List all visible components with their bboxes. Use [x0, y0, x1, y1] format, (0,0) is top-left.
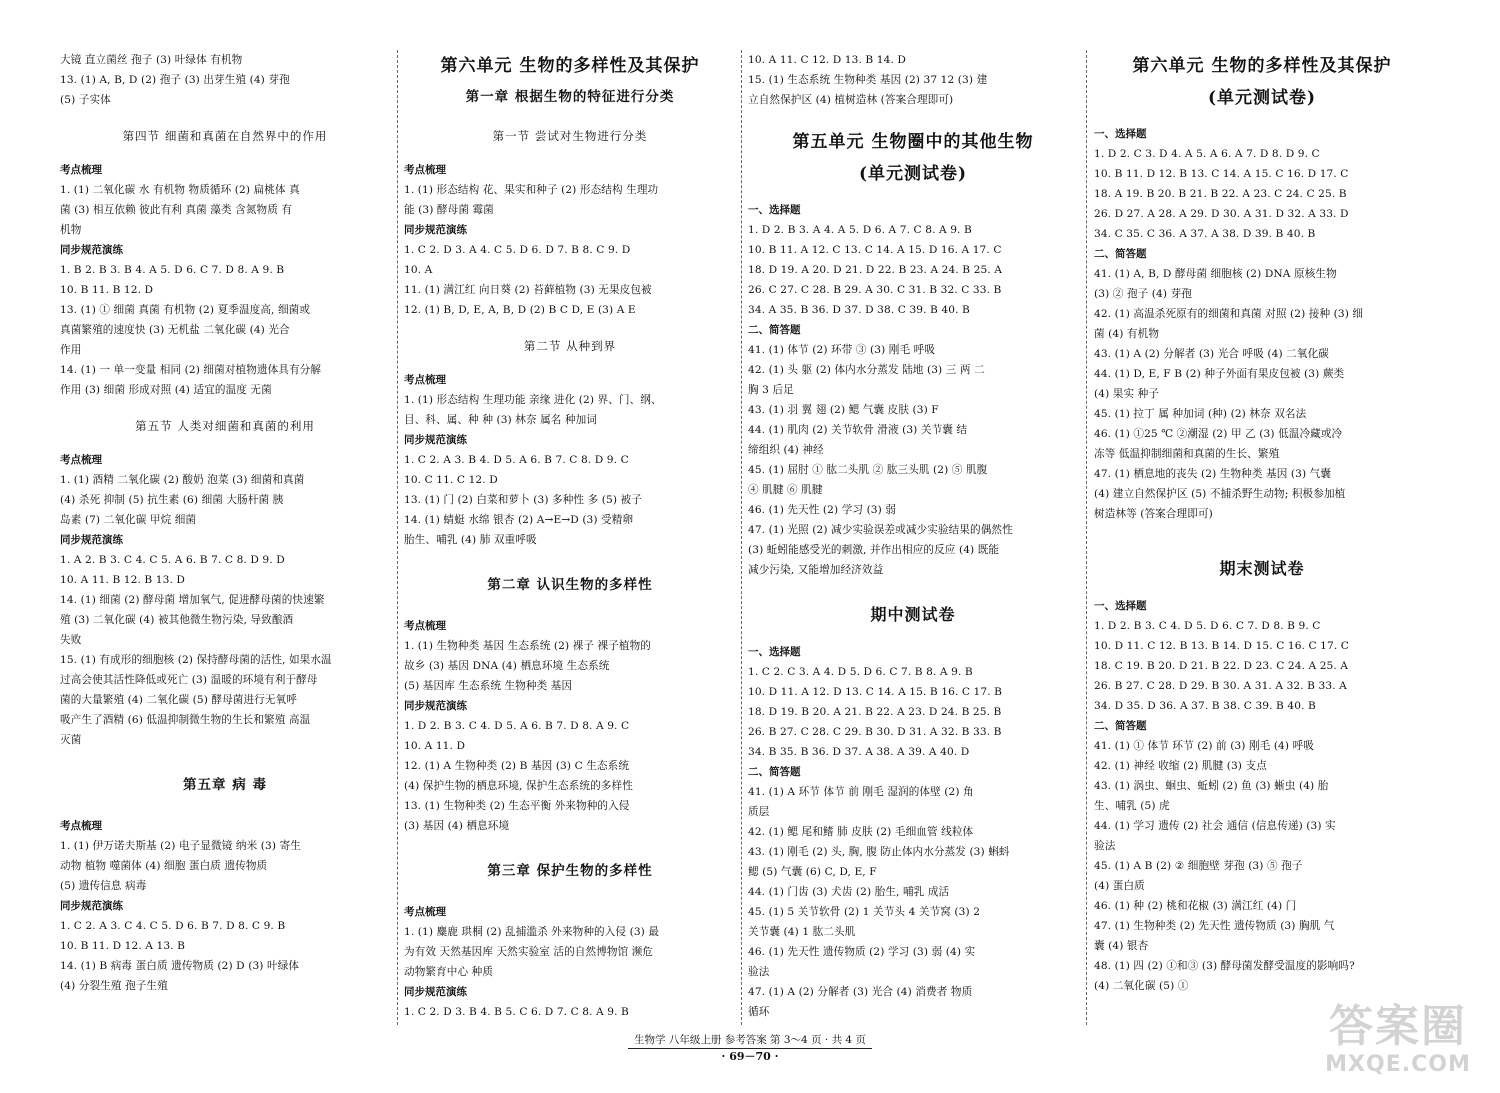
- answer-line: (4) 保护生物的栖息环境, 保护生态系统的多样性: [404, 780, 633, 792]
- answer-line: (3) ② 孢子 (4) 芽孢: [1094, 288, 1192, 300]
- answer-line: 18. D 19. A 20. D 21. D 22. B 23. A 24. B 25. A: [748, 264, 1002, 276]
- answer-line: 26. C 27. C 28. B 29. A 30. C 31. B 32. C 33. B: [748, 284, 1002, 296]
- answer-line: (4) 蛋白质: [1094, 880, 1145, 892]
- answer-line: 过高会使其活性降低或死亡 (3) 温暖的环境有利于酵母: [60, 674, 318, 686]
- answer-line: 1. A 2. B 3. C 4. C 5. A 6. B 7. C 8. D 9. D: [60, 554, 285, 566]
- section-heading: 第四节 细菌和真菌在自然界中的作用: [122, 129, 328, 143]
- answer-line: 作用 (3) 细菌 形成对照 (4) 适宜的温度 无菌: [60, 384, 272, 396]
- subsection-label: 同步规范演练: [60, 534, 123, 546]
- watermark-url: MXQE.COM: [1325, 1052, 1471, 1077]
- subsection-label: 同步规范演练: [60, 900, 123, 912]
- answer-line: 故乡 (3) 基因 DNA (4) 栖息环境 生态系统: [404, 660, 610, 672]
- answer-line: 为有效 天然基因库 天然实验室 活的自然博物馆 濒危: [404, 946, 654, 958]
- section-heading: 第二节 从种到界: [523, 339, 617, 353]
- subsection-label: 二、简答题: [1094, 248, 1147, 260]
- column-divider: [1086, 50, 1087, 1025]
- section-heading: 第一节 尝试对生物进行分类: [492, 129, 648, 143]
- answer-line: 鳃 (5) 气囊 (6) C, D, E, F: [748, 866, 877, 878]
- answer-line: 验法: [1094, 840, 1116, 852]
- answer-line: (4) 杀死 抑制 (5) 抗生素 (6) 细菌 大肠杆菌 胰: [60, 494, 284, 506]
- answer-line: 43. (1) 刚毛 (2) 头, 胸, 腹 防止体内水分蒸发 (3) 蝌蚪: [748, 846, 1010, 858]
- section-heading: 第五节 人类对细菌和真菌的利用: [135, 419, 315, 433]
- answer-line: 13. (1) 门 (2) 白菜和萝卜 (3) 多种性 多 (5) 被子: [404, 494, 642, 506]
- answer-line: 1. B 2. B 3. B 4. A 5. D 6. C 7. D 8. A 9. B: [60, 264, 285, 276]
- answer-line: 殖 (3) 二氧化碳 (4) 被其他微生物污染, 导致酿酒: [60, 614, 294, 626]
- answer-line: 真菌繁殖的速度快 (3) 无机盐 二氧化碳 (4) 光合: [60, 324, 290, 336]
- answer-line: 15. (1) 生态系统 生物种类 基因 (2) 37 12 (3) 建: [748, 74, 988, 86]
- answer-line: (5) 遗传信息 病毒: [60, 880, 147, 892]
- footer-title: 生物学 八年级上册 参考答案 第 3～4 页 · 共 4 页: [628, 1033, 872, 1049]
- answer-line: 囊 (4) 银杏: [1094, 940, 1149, 952]
- answer-line: 41. (1) ① 体节 环节 (2) 前 (3) 刚毛 (4) 呼吸: [1094, 740, 1314, 752]
- answer-line: 减少污染, 又能增加经济效益: [748, 564, 884, 576]
- answer-line: 循环: [748, 1006, 770, 1018]
- answer-line: ④ 肌腱 ⑥ 肌腱: [748, 484, 823, 496]
- answer-line: 10. A: [404, 264, 433, 276]
- subsection-label: 考点梳理: [60, 164, 102, 176]
- answer-line: 1. (1) 形态结构 生理功能 亲缘 进化 (2) 界、门、纲、: [404, 394, 662, 406]
- answer-line: 26. D 27. A 28. A 29. D 30. A 31. D 32. A 33. D: [1094, 208, 1349, 220]
- answer-line: 46. (1) 先天性 (2) 学习 (3) 弱: [748, 504, 897, 516]
- answer-line: 45. (1) 5 关节软骨 (2) 1 关节头 4 关节窝 (3) 2: [748, 906, 981, 918]
- answer-line: 10. A 11. C 12. D 13. B 14. D: [748, 54, 906, 66]
- answer-line: 12. (1) B, D, E, A, B, D (2) B C D, E (3) A E: [404, 304, 636, 316]
- answer-line: 1. D 2. B 3. C 4. D 5. A 6. B 7. D 8. A 9. C: [404, 720, 630, 732]
- answer-line: 46. (1) ①25 ℃ ②潮湿 (2) 甲 乙 (3) 低温冷藏或冷: [1094, 428, 1343, 440]
- answer-line: 14. (1) 细菌 (2) 酵母菌 增加氧气, 促进酵母菌的快速繁: [60, 594, 325, 606]
- answer-line: 13. (1) A, B, D (2) 孢子 (3) 出芽生殖 (4) 芽孢: [60, 74, 290, 86]
- answer-line: 生、哺乳 (5) 虎: [1094, 800, 1170, 812]
- subsection-label: 一、选择题: [748, 204, 801, 216]
- answer-line: 1. (1) 二氧化碳 水 有机物 物质循环 (2) 扁桃体 真: [60, 184, 300, 196]
- answer-line: 44. (1) 门齿 (3) 犬齿 (2) 胎生, 哺乳 成活: [748, 886, 950, 898]
- answer-line: 立自然保护区 (4) 植树造林 (答案合理即可): [748, 94, 954, 106]
- subsection-label: 二、简答题: [748, 324, 801, 336]
- answer-line: 1. (1) 麋鹿 珙桐 (2) 乱捕滥杀 外来物种的入侵 (3) 最: [404, 926, 660, 938]
- answer-line: (5) 子实体: [60, 94, 111, 106]
- chapter-title: 第二章 认识生物的多样性: [487, 577, 653, 593]
- answer-line: 18. D 19. B 20. A 21. B 22. A 23. D 24. B 25. B: [748, 706, 1002, 718]
- answer-line: 10. B 11. A 12. C 13. C 14. A 15. D 16. A 17. C: [748, 244, 1002, 256]
- test-title: 期中测试卷: [870, 605, 956, 624]
- answer-line: 34. D 35. D 36. A 37. B 38. C 39. B 40. B: [1094, 700, 1316, 712]
- answer-line: 1. (1) 伊万诺夫斯基 (2) 电子显微镜 纳米 (3) 寄生: [60, 840, 301, 852]
- page-footer: [0, 1033, 1500, 1049]
- watermark-text: 答案圈: [1329, 1001, 1467, 1052]
- answer-line: 10. A 11. B 12. B 13. D: [60, 574, 185, 586]
- subsection-label: 同步规范演练: [404, 700, 467, 712]
- answer-line: 45. (1) A B (2) ② 细胞壁 芽孢 (3) ⑤ 孢子: [1094, 860, 1303, 872]
- answer-line: 42. (1) 头 躯 (2) 体内水分蒸发 陆地 (3) 三 两 二: [748, 364, 985, 376]
- answer-line: 10. A 11. D: [404, 740, 466, 752]
- subsection-label: 考点梳理: [404, 620, 446, 632]
- answer-line: 树造林等 (答案合理即可): [1094, 508, 1213, 520]
- subsection-label: 考点梳理: [404, 164, 446, 176]
- answer-line: 43. (1) A (2) 分解者 (3) 光合 呼吸 (4) 二氧化碳: [1094, 348, 1329, 360]
- unit-subtitle: (单元测试卷): [1207, 88, 1317, 108]
- answer-line: 1. D 2. B 3. C 4. D 5. D 6. C 7. D 8. B 9. C: [1094, 620, 1321, 632]
- answer-line: 1. D 2. B 3. A 4. A 5. D 6. A 7. C 8. A 9. B: [748, 224, 972, 236]
- answer-line: 1. C 2. D 3. B 4. B 5. C 6. D 7. C 8. A 9. B: [404, 1006, 629, 1018]
- answer-line: (3) 基因 (4) 栖息环境: [404, 820, 510, 832]
- answer-line: 质层: [748, 806, 770, 818]
- answer-line: 47. (1) 栖息地的丧失 (2) 生物种类 基因 (3) 气囊: [1094, 468, 1332, 480]
- answer-line: 动物 植物 噬菌体 (4) 细胞 蛋白质 遗传物质: [60, 860, 268, 872]
- answer-line: (4) 二氧化碳 (5) ①: [1094, 980, 1189, 992]
- subsection-label: 同步规范演练: [60, 244, 123, 256]
- answer-line: 10. D 11. A 12. D 13. C 14. A 15. B 16. C 17. B: [748, 686, 1003, 698]
- answer-line: (4) 分裂生殖 孢子生殖: [60, 980, 168, 992]
- answer-line: 26. B 27. C 28. D 29. B 30. A 31. A 32. B 33. A: [1094, 680, 1347, 692]
- unit-subtitle: (单元测试卷): [858, 164, 968, 184]
- answer-line: 43. (1) 羽 翼 翅 (2) 鳃 气囊 皮肤 (3) F: [748, 404, 939, 416]
- answer-line: 灭菌: [60, 734, 82, 746]
- test-title: 期末测试卷: [1219, 559, 1305, 578]
- answer-line: 能 (3) 酵母菌 霉菌: [404, 204, 494, 216]
- answer-line: 冻等 低温抑制细菌和真菌的生长、繁殖: [1094, 448, 1280, 460]
- answer-line: 42. (1) 鳃 尾和鳍 肺 皮肤 (2) 毛细血管 线粒体: [748, 826, 974, 838]
- answer-line: 44. (1) 学习 遗传 (2) 社会 通信 (信息传递) (3) 实: [1094, 820, 1336, 832]
- answer-line: 44. (1) 肌肉 (2) 关节软骨 滑液 (3) 关节囊 结: [748, 424, 968, 436]
- subsection-label: 同步规范演练: [404, 986, 467, 998]
- answer-line: 14. (1) B 病毒 蛋白质 遗传物质 (2) D (3) 叶绿体: [60, 960, 300, 972]
- answer-line: 验法: [748, 966, 770, 978]
- answer-line: 47. (1) A (2) 分解者 (3) 光合 (4) 消费者 物质: [748, 986, 973, 998]
- answer-line: 胸 3 后足: [748, 384, 794, 396]
- answer-line: 缔组织 (4) 神经: [748, 444, 824, 456]
- unit-title: 第六单元 生物的多样性及其保护: [1132, 56, 1392, 76]
- answer-line: 18. C 19. B 20. D 21. B 22. D 23. C 24. A 25. A: [1094, 660, 1349, 672]
- answer-line: 动物繁育中心 种质: [404, 966, 494, 978]
- column-divider: [397, 50, 398, 1025]
- subsection-label: 二、简答题: [748, 766, 801, 778]
- answer-line: (5) 基因库 生态系统 生物种类 基因: [404, 680, 573, 692]
- answer-line: 失败: [60, 634, 82, 646]
- answer-line: 机物: [60, 224, 82, 236]
- answer-line: 作用: [60, 344, 82, 356]
- answer-line: 1. D 2. C 3. D 4. A 5. A 6. A 7. D 8. D 9. C: [1094, 148, 1320, 160]
- answer-line: 1. C 2. C 3. A 4. D 5. D 6. C 7. B 8. A 9. B: [748, 666, 973, 678]
- answer-line: 菌 (4) 有机物: [1094, 328, 1160, 340]
- subsection-label: 考点梳理: [404, 906, 446, 918]
- answer-line: 41. (1) 体节 (2) 环带 ③ (3) 刚毛 呼吸: [748, 344, 936, 356]
- answer-line: 1. (1) 形态结构 花、果实和种子 (2) 形态结构 生理功: [404, 184, 659, 196]
- answer-line: 菌的大量繁殖 (4) 二氧化碳 (5) 酵母菌进行无氧呼: [60, 694, 297, 706]
- answer-line: 13. (1) ① 细菌 真菌 有机物 (2) 夏季温度高, 细菌或: [60, 304, 311, 316]
- answer-line: 41. (1) A, B, D 酵母菌 细胞核 (2) DNA 原核生物: [1094, 268, 1337, 280]
- answer-line: 关节囊 (4) 1 肱二头肌: [748, 926, 856, 938]
- answer-line: 10. C 11. C 12. D: [404, 474, 498, 486]
- answer-line: 13. (1) 生物种类 (2) 生态平衡 外来物种的入侵: [404, 800, 630, 812]
- subsection-label: 二、简答题: [1094, 720, 1147, 732]
- answer-column-4: [1094, 50, 1430, 1025]
- answer-line: 46. (1) 先天性 遗传物质 (2) 学习 (3) 弱 (4) 实: [748, 946, 976, 958]
- answer-line: 菌 (3) 相互依赖 彼此有利 真菌 藻类 含氮物质 有: [60, 204, 293, 216]
- answer-line: 47. (1) 生物种类 (2) 先天性 遗传物质 (3) 胸肌 气: [1094, 920, 1335, 932]
- answer-line: (4) 建立自然保护区 (5) 不捕杀野生动物; 积极参加植: [1094, 488, 1346, 500]
- answer-line: 42. (1) 高温杀死原有的细菌和真菌 对照 (2) 接种 (3) 细: [1094, 308, 1364, 320]
- chapter-title: 第三章 保护生物的多样性: [487, 863, 653, 879]
- answer-line: 吸产生了酒精 (6) 低温抑制微生物的生长和繁殖 高温: [60, 714, 311, 726]
- subsection-label: 考点梳理: [404, 374, 446, 386]
- subsection-label: 考点梳理: [60, 820, 102, 832]
- answer-line: 10. D 11. C 12. B 13. B 14. D 15. C 16. C 17. C: [1094, 640, 1349, 652]
- answer-line: 15. (1) 有成形的细胞核 (2) 保持酵母菌的活性, 如果水温: [60, 654, 332, 666]
- answer-column-1: [60, 50, 390, 1025]
- subsection-label: 一、选择题: [1094, 600, 1147, 612]
- page-number: · 69－70 ·: [721, 1050, 779, 1063]
- answer-line: 10. B 11. D 12. B 13. C 14. A 15. C 16. D 17. C: [1094, 168, 1349, 180]
- subsection-label: 一、选择题: [1094, 128, 1147, 140]
- answer-line: 42. (1) 神经 收缩 (2) 肌腱 (3) 支点: [1094, 760, 1267, 772]
- answer-line: 18. A 19. B 20. B 21. B 22. A 23. C 24. C 25. B: [1094, 188, 1347, 200]
- unit-title: 第六单元 生物的多样性及其保护: [440, 56, 700, 76]
- chapter-title: 第一章 根据生物的特征进行分类: [465, 89, 675, 105]
- subsection-label: 一、选择题: [748, 646, 801, 658]
- watermark-logo: [1318, 1002, 1478, 1080]
- answer-line: (3) 蚯蚓能感受光的刺激, 并作出相应的反应 (4) 既能: [748, 544, 1000, 556]
- answer-column-2: [404, 50, 736, 1025]
- answer-line: 14. (1) 蜻蜓 水绵 银杏 (2) A→E→D (3) 受精卵: [404, 514, 634, 526]
- answer-line: 48. (1) 四 (2) ①和③ (3) 酵母菌发酵受温度的影响吗?: [1094, 960, 1355, 972]
- answer-line: 1. (1) 酒精 二氧化碳 (2) 酸奶 泡菜 (3) 细菌和真菌: [60, 474, 305, 486]
- answer-column-3: [748, 50, 1078, 1025]
- answer-line: 45. (1) 屈肘 ① 肱二头肌 ② 肱三头肌 (2) ⑤ 肌腹: [748, 464, 988, 476]
- answer-line: 大镜 直立菌丝 孢子 (3) 叶绿体 有机物: [60, 54, 243, 66]
- answer-line: 41. (1) A 环节 体节 前 刚毛 湿润的体壁 (2) 角: [748, 786, 974, 798]
- answer-line: 45. (1) 拉丁 属 种加词 (种) (2) 林奈 双名法: [1094, 408, 1307, 420]
- column-divider: [741, 50, 742, 1025]
- answer-line: 10. B 11. D 12. A 13. B: [60, 940, 185, 952]
- answer-line: 34. C 35. C 36. A 37. A 38. D 39. B 40. B: [1094, 228, 1316, 240]
- answer-line: 1. (1) 生物种类 基因 生态系统 (2) 裸子 裸子植物的: [404, 640, 651, 652]
- answer-line: 1. C 2. A 3. B 4. D 5. A 6. B 7. C 8. D 9. C: [404, 454, 629, 466]
- subsection-label: 同步规范演练: [404, 434, 467, 446]
- answer-line: 14. (1) 一 单一变量 相同 (2) 细菌对植物遗体具有分解: [60, 364, 322, 376]
- answer-line: 44. (1) D, E, F B (2) 种子外面有果皮包被 (3) 蕨类: [1094, 368, 1345, 380]
- answer-line: 12. (1) A 生物种类 (2) B 基因 (3) C 生态系统: [404, 760, 630, 772]
- answer-line: 10. B 11. B 12. D: [60, 284, 154, 296]
- answer-line: 34. A 35. B 36. D 37. D 38. C 39. B 40. B: [748, 304, 970, 316]
- subsection-label: 考点梳理: [60, 454, 102, 466]
- answer-line: 26. B 27. C 28. C 29. B 30. D 31. A 32. B 33. B: [748, 726, 1002, 738]
- subsection-label: 同步规范演练: [404, 224, 467, 236]
- unit-title: 第五单元 生物圈中的其他生物: [792, 132, 1034, 152]
- answer-line: 47. (1) 光照 (2) 减少实验误差或减少实验结果的偶然性: [748, 524, 1013, 536]
- answer-line: 岛素 (7) 二氧化碳 甲烷 细菌: [60, 514, 197, 526]
- answer-line: 目、科、属、种 种 (3) 林奈 属名 种加词: [404, 414, 598, 426]
- answer-line: 34. B 35. B 36. D 37. A 38. A 39. A 40. D: [748, 746, 970, 758]
- answer-line: 11. (1) 满江红 向日葵 (2) 苔藓植物 (3) 无果皮包被: [404, 284, 652, 296]
- answer-line: 1. C 2. D 3. A 4. C 5. D 6. D 7. B 8. C 9. D: [404, 244, 631, 256]
- answer-line: 1. C 2. A 3. C 4. C 5. D 6. B 7. D 8. C 9. B: [60, 920, 286, 932]
- answer-line: 46. (1) 种 (2) 桃和花椒 (3) 满江红 (4) 门: [1094, 900, 1297, 912]
- answer-line: (4) 果实 种子: [1094, 388, 1160, 400]
- answer-line: 胎生、哺乳 (4) 肺 双重呼吸: [404, 534, 537, 546]
- answer-line: 43. (1) 涡虫、蛔虫、蚯蚓 (2) 鱼 (3) 蜥虫 (4) 胎: [1094, 780, 1329, 792]
- chapter-title: 第五章 病 毒: [183, 777, 267, 793]
